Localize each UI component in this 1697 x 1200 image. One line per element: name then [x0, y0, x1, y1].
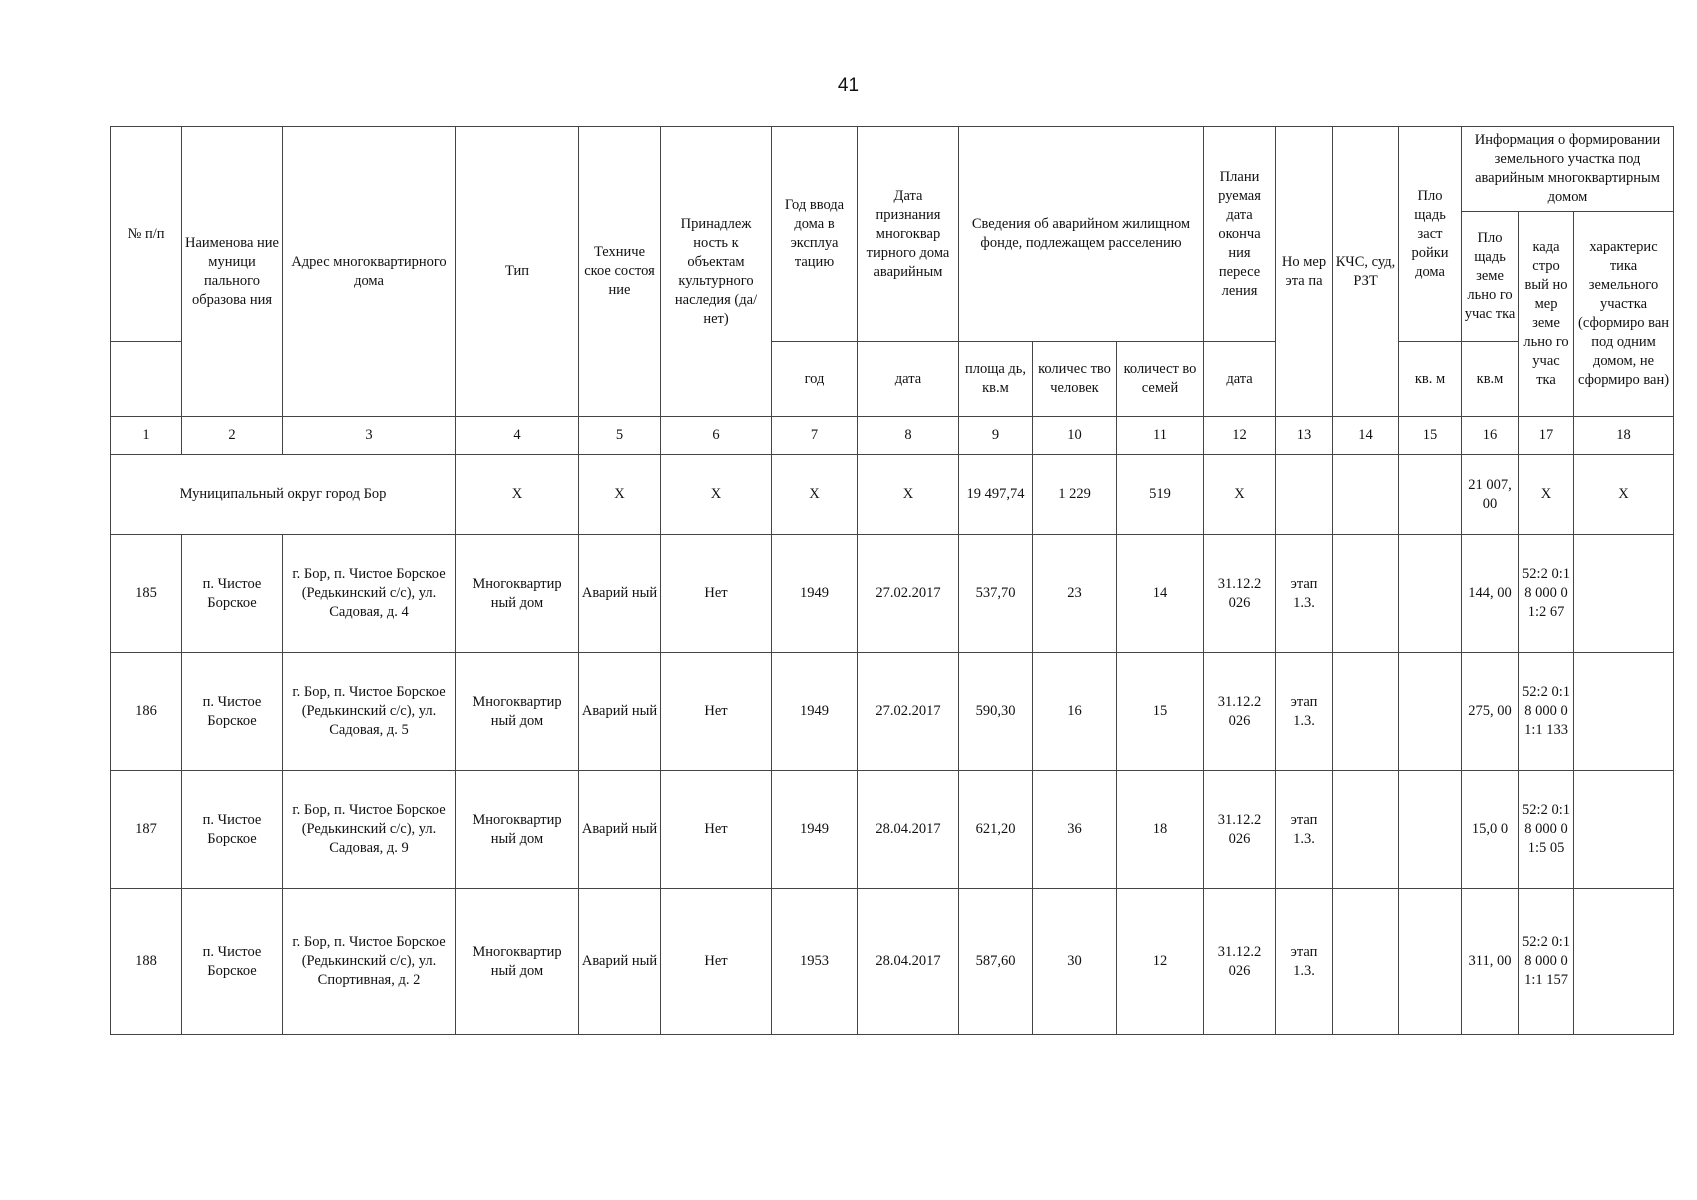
row-condition: Аварий ный	[579, 771, 661, 889]
header-built-area: Пло щадь заст ройки дома	[1399, 127, 1462, 342]
total-stage	[1276, 455, 1333, 535]
row-land-area: 275, 00	[1462, 653, 1519, 771]
row-type: Многоквартир ный дом	[456, 535, 579, 653]
row-people: 30	[1033, 889, 1117, 1035]
row-address: г. Бор, п. Чистое Борское (Редькинский с/с), ул. Садовая, д. 5	[283, 653, 456, 771]
column-number: 10	[1033, 417, 1117, 455]
table-row	[111, 653, 1674, 771]
total-land-characteristic: Х	[1574, 455, 1674, 535]
total-built-area	[1399, 455, 1462, 535]
row-year: 1953	[772, 889, 858, 1035]
row-recognition-date: 27.02.2017	[858, 535, 959, 653]
page-number: 41	[837, 75, 860, 96]
row-kchs	[1333, 889, 1399, 1035]
row-built-area	[1399, 653, 1462, 771]
row-heritage: Нет	[661, 889, 772, 1035]
row-land-characteristic	[1574, 653, 1674, 771]
row-heritage: Нет	[661, 771, 772, 889]
row-area: 590,30	[959, 653, 1033, 771]
header-stage: Но мер эта па	[1276, 127, 1333, 417]
row-built-area	[1399, 889, 1462, 1035]
row-cadastral: 52:2 0:18 000 01:1 133	[1519, 653, 1574, 771]
column-number: 9	[959, 417, 1033, 455]
emergency-housing-table	[110, 126, 1674, 1035]
column-number-row	[111, 417, 1674, 455]
row-year: 1949	[772, 535, 858, 653]
header-address: Адрес многоквартирного дома	[283, 127, 456, 417]
row-number: 187	[111, 771, 182, 889]
unit-planned-date: дата	[1204, 342, 1276, 417]
row-address: г. Бор, п. Чистое Борское (Редькинский с/с), ул. Садовая, д. 9	[283, 771, 456, 889]
row-heritage: Нет	[661, 653, 772, 771]
total-year: Х	[772, 455, 858, 535]
column-number: 13	[1276, 417, 1333, 455]
header-condition: Техниче ское состоя ние	[579, 127, 661, 417]
unit-built-area: кв. м	[1399, 342, 1462, 417]
header-planned-date: Плани руемая дата оконча ния пересе ления	[1204, 127, 1276, 342]
row-land-area: 15,0 0	[1462, 771, 1519, 889]
row-area: 587,60	[959, 889, 1033, 1035]
total-label: Муниципальный округ город Бор	[111, 455, 456, 535]
header-year: Год ввода дома в эксплуа тацию	[772, 127, 858, 342]
header-number: № п/п	[111, 127, 182, 342]
row-number: 188	[111, 889, 182, 1035]
total-row	[111, 455, 1674, 535]
row-type: Многоквартир ный дом	[456, 889, 579, 1035]
row-kchs	[1333, 653, 1399, 771]
unit-area: площа дь, кв.м	[959, 342, 1033, 417]
row-cadastral: 52:2 0:18 000 01:1 157	[1519, 889, 1574, 1035]
column-number: 11	[1117, 417, 1204, 455]
total-people: 1 229	[1033, 455, 1117, 535]
row-planned-date: 31.12.2 026	[1204, 889, 1276, 1035]
row-people: 36	[1033, 771, 1117, 889]
column-number: 5	[579, 417, 661, 455]
column-number: 8	[858, 417, 959, 455]
row-municipality: п. Чистое Борское	[182, 535, 283, 653]
row-land-area: 144, 00	[1462, 535, 1519, 653]
row-people: 23	[1033, 535, 1117, 653]
row-type: Многоквартир ный дом	[456, 771, 579, 889]
column-number: 12	[1204, 417, 1276, 455]
row-type: Многоквартир ный дом	[456, 653, 579, 771]
total-type: Х	[456, 455, 579, 535]
total-planned-date: Х	[1204, 455, 1276, 535]
column-number: 15	[1399, 417, 1462, 455]
header-cadastral: када стро вый но мер земе льно го учас тка	[1519, 212, 1574, 417]
column-number: 7	[772, 417, 858, 455]
row-kchs	[1333, 535, 1399, 653]
unit-year: год	[772, 342, 858, 417]
table-row	[111, 889, 1674, 1035]
row-kchs	[1333, 771, 1399, 889]
row-people: 16	[1033, 653, 1117, 771]
total-kchs	[1333, 455, 1399, 535]
total-recognition-date: Х	[858, 455, 959, 535]
header-heritage: Принадлеж ность к объектам культурного наследия (да/нет)	[661, 127, 772, 417]
row-stage: этап 1.3.	[1276, 535, 1333, 653]
row-families: 14	[1117, 535, 1204, 653]
row-year: 1949	[772, 771, 858, 889]
row-municipality: п. Чистое Борское	[182, 889, 283, 1035]
header-number-spacer	[111, 342, 182, 417]
column-number: 1	[111, 417, 182, 455]
row-planned-date: 31.12.2 026	[1204, 653, 1276, 771]
header-type: Тип	[456, 127, 579, 417]
column-number: 4	[456, 417, 579, 455]
row-area: 537,70	[959, 535, 1033, 653]
total-land-area: 21 007, 00	[1462, 455, 1519, 535]
row-families: 18	[1117, 771, 1204, 889]
total-condition: Х	[579, 455, 661, 535]
row-land-area: 311, 00	[1462, 889, 1519, 1035]
row-condition: Аварий ный	[579, 653, 661, 771]
header-recognition-date: Дата признания многоквар тирного дома аварийным	[858, 127, 959, 342]
row-address: г. Бор, п. Чистое Борское (Редькинский с/с), ул. Спортивная, д. 2	[283, 889, 456, 1035]
header-land-characteristic: характерис тика земельного участка (сформиро ван под одним домом, не сформиро ван)	[1574, 212, 1674, 417]
unit-people: количес тво человек	[1033, 342, 1117, 417]
header-land-area: Пло щадь земе льно го учас тка	[1462, 212, 1519, 342]
header-housing-info: Сведения об аварийном жилищном фонде, подлежащем расселению	[959, 127, 1204, 342]
row-stage: этап 1.3.	[1276, 771, 1333, 889]
row-cadastral: 52:2 0:18 000 01:2 67	[1519, 535, 1574, 653]
row-planned-date: 31.12.2 026	[1204, 771, 1276, 889]
row-condition: Аварий ный	[579, 889, 661, 1035]
row-built-area	[1399, 535, 1462, 653]
unit-families: количест во семей	[1117, 342, 1204, 417]
column-number: 2	[182, 417, 283, 455]
row-address: г. Бор, п. Чистое Борское (Редькинский с/с), ул. Садовая, д. 4	[283, 535, 456, 653]
column-number: 17	[1519, 417, 1574, 455]
row-year: 1949	[772, 653, 858, 771]
row-municipality: п. Чистое Борское	[182, 771, 283, 889]
row-stage: этап 1.3.	[1276, 653, 1333, 771]
row-families: 15	[1117, 653, 1204, 771]
column-number: 16	[1462, 417, 1519, 455]
total-families: 519	[1117, 455, 1204, 535]
row-heritage: Нет	[661, 535, 772, 653]
table-row	[111, 535, 1674, 653]
unit-date: дата	[858, 342, 959, 417]
row-land-characteristic	[1574, 889, 1674, 1035]
row-municipality: п. Чистое Борское	[182, 653, 283, 771]
row-families: 12	[1117, 889, 1204, 1035]
row-built-area	[1399, 771, 1462, 889]
column-number: 3	[283, 417, 456, 455]
column-number: 6	[661, 417, 772, 455]
total-cadastral: Х	[1519, 455, 1574, 535]
row-stage: этап 1.3.	[1276, 889, 1333, 1035]
unit-land-area: кв.м	[1462, 342, 1519, 417]
row-number: 185	[111, 535, 182, 653]
row-cadastral: 52:2 0:18 000 01:5 05	[1519, 771, 1574, 889]
total-heritage: Х	[661, 455, 772, 535]
row-recognition-date: 27.02.2017	[858, 653, 959, 771]
total-area: 19 497,74	[959, 455, 1033, 535]
row-planned-date: 31.12.2 026	[1204, 535, 1276, 653]
row-land-characteristic	[1574, 535, 1674, 653]
column-number: 18	[1574, 417, 1674, 455]
row-area: 621,20	[959, 771, 1033, 889]
header-kchs: КЧС, суд, РЗТ	[1333, 127, 1399, 417]
table-row	[111, 771, 1674, 889]
row-recognition-date: 28.04.2017	[858, 889, 959, 1035]
row-recognition-date: 28.04.2017	[858, 771, 959, 889]
column-number: 14	[1333, 417, 1399, 455]
row-land-characteristic	[1574, 771, 1674, 889]
header-municipality: Наименова ние муници пального образова ния	[182, 127, 283, 417]
header-land-info: Информация о формировании земельного участка под аварийным многоквартирным домом	[1462, 127, 1674, 212]
row-number: 186	[111, 653, 182, 771]
row-condition: Аварий ный	[579, 535, 661, 653]
